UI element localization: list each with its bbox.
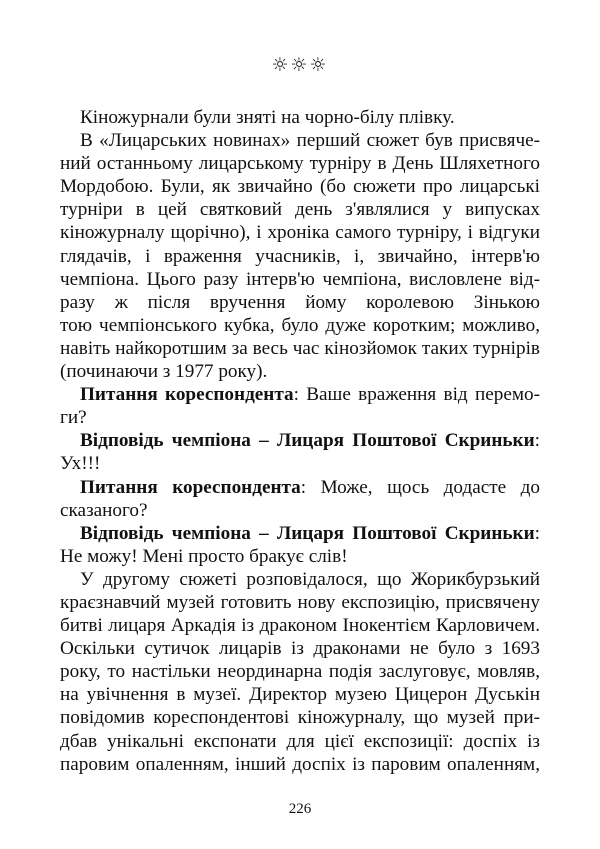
line-text: сказаного?	[60, 499, 148, 521]
line-text: У другому сюжеті розповідалося, що Жорикбурзький	[80, 568, 540, 590]
line-text: : Може, щось додасте до	[300, 476, 540, 498]
text-line	[60, 268, 540, 291]
text-line	[60, 499, 540, 522]
text-line	[60, 152, 540, 175]
line-text: ний останньому лицарському турніру в День Шляхетного	[60, 153, 540, 175]
line-text: глядачів, і враження учасників, і, звичайно, інтерв'ю	[60, 245, 540, 267]
text-line	[60, 198, 540, 221]
line-text: : Ваше враження від перемо-	[293, 384, 540, 406]
text-line	[60, 175, 540, 198]
text-line	[60, 660, 540, 683]
line-text: на увічнення в музеї. Директор музею Цицерон Дуськін	[60, 684, 540, 706]
line-text: (починаючи з 1977 року).	[60, 361, 268, 383]
line-text: паровим опаленням, інший доспіх із паровим опаленням,	[60, 753, 540, 775]
line-text: Кіножурнали були зняті на чорно-білу плівку.	[80, 107, 455, 128]
line-text: тою чемпіонського кубка, було дуже коротким; можливо,	[60, 314, 540, 336]
line-text: В «Лицарських новинах» перший сюжет був присвяче-	[80, 130, 540, 152]
line-text: Ух!!!	[60, 453, 101, 475]
text-line	[60, 753, 540, 776]
speaker-label: Відповідь чемпіона – Лицаря Поштової Скриньки	[80, 430, 535, 452]
text-line	[60, 337, 540, 360]
text-line	[60, 360, 540, 383]
text-line	[60, 476, 540, 499]
line-text: кіножурналу щорічно), і хроніка самого турніру, і відгуки	[60, 222, 540, 244]
text-line	[60, 522, 540, 545]
text-line	[60, 591, 540, 614]
line-text: року, то настільки неординарна подія заслуговує, мовляв,	[60, 661, 540, 683]
section-divider-ornament: ☼☼☼	[271, 54, 329, 76]
text-line	[60, 383, 540, 406]
text-line	[60, 568, 540, 591]
line-text: Оскільки сутичок лицарів із драконами не було з 1693	[60, 638, 540, 660]
text-line	[60, 706, 540, 729]
speaker-label: Відповідь чемпіона – Лицаря Поштової Скриньки	[80, 522, 535, 544]
text-line	[60, 245, 540, 268]
line-text: чемпіона. Цього разу інтерв'ю чемпіона, висловлене від-	[60, 268, 540, 290]
line-text: разу ж після вручення йому королевою Зінькою	[60, 291, 540, 313]
line-text: повідомив кореспондентові кіножурналу, що музей при-	[60, 707, 540, 729]
text-line	[60, 637, 540, 660]
line-text: битві лицаря Аркадія із драконом Інокентієм Карловичем.	[60, 615, 540, 637]
line-text: Не можу! Мені просто бракує слів!	[60, 545, 348, 567]
text-line	[60, 129, 540, 152]
text-line	[60, 683, 540, 706]
text-line	[60, 314, 540, 337]
line-text: навіть найкоротшим за весь час кінозйомок таких турнірів	[60, 337, 540, 359]
line-text: :	[534, 522, 540, 544]
text-line	[60, 545, 540, 568]
page-number: 226	[288, 801, 312, 817]
text-line	[60, 406, 540, 429]
speaker-label: Питання кореспондента	[80, 384, 294, 406]
text-line	[60, 106, 540, 129]
text-line	[60, 730, 540, 753]
text-line	[60, 452, 540, 475]
line-text: дбав унікальні експонати для цієї експозиції: доспіх із	[60, 730, 540, 752]
line-text: краєзнавчий музей готовить нову експозицію, присвячену	[60, 591, 540, 613]
line-text: турніри в цей святковий день з'являлися у випусках	[60, 199, 540, 221]
text-line	[60, 614, 540, 637]
text-line	[60, 291, 540, 314]
text-line	[60, 221, 540, 244]
line-text: Мордобою. Були, як звичайно (бо сюжети про лицарські	[60, 176, 540, 198]
line-text: ги?	[60, 407, 87, 429]
text-line	[60, 429, 540, 452]
line-text: :	[534, 430, 540, 452]
speaker-label: Питання кореспондента	[80, 476, 301, 498]
body-text	[60, 106, 540, 776]
